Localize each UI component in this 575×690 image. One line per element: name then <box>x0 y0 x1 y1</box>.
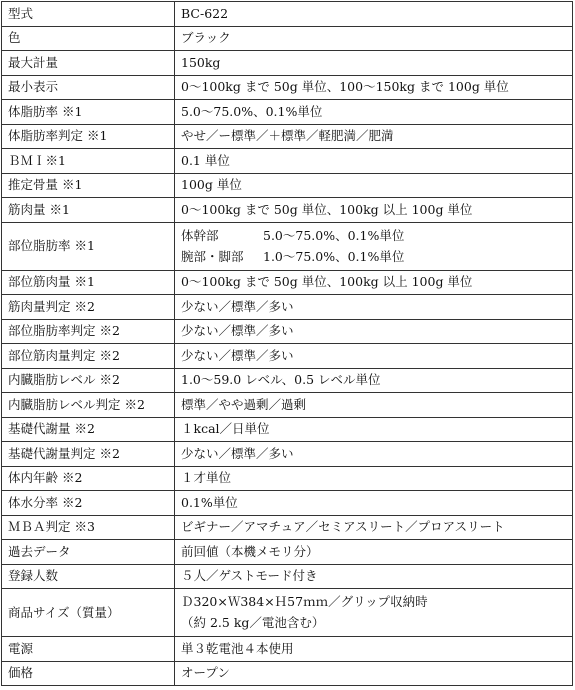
row-label: 基礎代謝量 ※2 <box>2 417 175 442</box>
row-value: １kcal／日単位 <box>175 417 573 442</box>
row-label: 内臓脂肪レベル ※2 <box>2 368 175 393</box>
table-row <box>2 222 573 270</box>
row-value: 少ない／標準／多い <box>175 295 573 320</box>
sub-name: 体幹部 <box>181 227 219 243</box>
row-label: 体内年齢 ※2 <box>2 466 175 491</box>
row-value: 0～100kg まで 50g 単位、100kg 以上 100g 単位 <box>175 270 573 295</box>
row-value: ブラック <box>175 26 573 51</box>
row-value <box>175 222 573 270</box>
row-label: 登録人数 <box>2 564 175 589</box>
row-label: 体水分率 ※2 <box>2 491 175 516</box>
row-label: 過去データ <box>2 540 175 565</box>
sub-value: 5.0～75.0%、0.1%単位 <box>263 227 405 243</box>
table-row <box>2 270 573 295</box>
row-value: 前回値（本機メモリ分） <box>175 540 573 565</box>
row-value: ５人／ゲストモード付き <box>175 564 573 589</box>
table-row <box>2 295 573 320</box>
table-row <box>2 124 573 149</box>
row-value: 0～100kg まで 50g 単位、100～150kg まで 100g 単位 <box>175 75 573 100</box>
row-label: 体脂肪率判定 ※1 <box>2 124 175 149</box>
sub-line <box>181 250 572 264</box>
table-row <box>2 173 573 198</box>
row-label: 部位筋肉量 ※1 <box>2 270 175 295</box>
table-row <box>2 149 573 174</box>
row-value: オープン <box>175 661 573 686</box>
row-label: 体脂肪率 ※1 <box>2 100 175 125</box>
row-label: 筋肉量 ※1 <box>2 198 175 223</box>
value-line: Ｄ320×Ｗ384×Ｈ57ｍｍ／グリップ収納時 <box>181 594 428 609</box>
table-row <box>2 26 573 51</box>
row-label: 基礎代謝量判定 ※2 <box>2 442 175 467</box>
row-label: 色 <box>2 26 175 51</box>
row-label: 価格 <box>2 661 175 686</box>
table-row <box>2 637 573 662</box>
row-value: 標準／やや過剰／過剰 <box>175 393 573 418</box>
row-value: 少ない／標準／多い <box>175 319 573 344</box>
table-row <box>2 466 573 491</box>
table-row <box>2 51 573 76</box>
row-value <box>175 589 573 637</box>
table-row <box>2 540 573 565</box>
table-row <box>2 198 573 223</box>
row-label: 内臓脂肪レベル判定 ※2 <box>2 393 175 418</box>
spec-table <box>1 1 573 686</box>
row-value: 0～100kg まで 50g 単位、100kg 以上 100g 単位 <box>175 198 573 223</box>
table-row <box>2 75 573 100</box>
row-value: 0.1 単位 <box>175 149 573 174</box>
table-row <box>2 564 573 589</box>
row-value: 少ない／標準／多い <box>175 442 573 467</box>
row-value: 150kg <box>175 51 573 76</box>
table-row <box>2 319 573 344</box>
row-value: 0.1%単位 <box>175 491 573 516</box>
row-label: 推定骨量 ※1 <box>2 173 175 198</box>
row-label: 部位脂肪率判定 ※2 <box>2 319 175 344</box>
value-line: （約 2.5 kg／電池含む） <box>181 615 325 630</box>
sub-value: 1.0～75.0%、0.1%単位 <box>263 248 405 264</box>
row-label: ＢＭＩ※1 <box>2 149 175 174</box>
row-label: 商品サイズ（質量） <box>2 589 175 637</box>
row-label: 最小表示 <box>2 75 175 100</box>
row-label: 電源 <box>2 637 175 662</box>
table-row <box>2 344 573 369</box>
row-value: 100g 単位 <box>175 173 573 198</box>
row-value: 少ない／標準／多い <box>175 344 573 369</box>
table-row <box>2 515 573 540</box>
row-value: 1.0～59.0 レベル、0.5 レベル単位 <box>175 368 573 393</box>
row-label: 最大計量 <box>2 51 175 76</box>
sub-line <box>181 229 572 243</box>
row-label: 型式 <box>2 2 175 27</box>
row-value: やせ／ー標準／＋標準／軽肥満／肥満 <box>175 124 573 149</box>
table-row <box>2 442 573 467</box>
table-row <box>2 589 573 637</box>
table-row <box>2 368 573 393</box>
row-label: 筋肉量判定 ※2 <box>2 295 175 320</box>
row-label: ＭＢＡ判定 ※3 <box>2 515 175 540</box>
row-value: 5.0～75.0%、0.1%単位 <box>175 100 573 125</box>
table-row <box>2 417 573 442</box>
table-row <box>2 100 573 125</box>
row-value: 単３乾電池４本使用 <box>175 637 573 662</box>
table-row <box>2 661 573 686</box>
row-value: BC-622 <box>175 2 573 27</box>
table-row <box>2 2 573 27</box>
table-row <box>2 393 573 418</box>
table-row <box>2 491 573 516</box>
row-label: 部位脂肪率 ※1 <box>2 222 175 270</box>
row-value: ビギナー／アマチュア／セミアスリート／プロアスリート <box>175 515 573 540</box>
sub-name: 腕部・脚部 <box>181 248 244 264</box>
row-label: 部位筋肉量判定 ※2 <box>2 344 175 369</box>
row-value: １才単位 <box>175 466 573 491</box>
